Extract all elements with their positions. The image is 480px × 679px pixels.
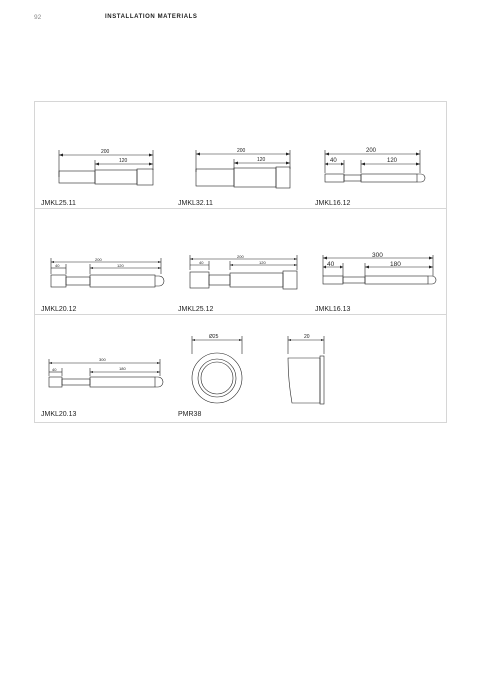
dim-label: 40 xyxy=(330,158,337,164)
dim-label: 120 xyxy=(259,260,266,265)
product-code: JMKL16.12 xyxy=(315,200,351,207)
dim-label: 40 xyxy=(327,261,335,268)
product-cell-pmr38 xyxy=(172,314,309,420)
dim-label: 300 xyxy=(99,357,106,362)
dim-label: 120 xyxy=(387,158,398,164)
product-code: JMKL25.12 xyxy=(178,306,214,313)
dim-label: 300 xyxy=(372,252,383,259)
dim-label: 40 xyxy=(52,367,57,372)
dim-label: 200 xyxy=(95,257,102,262)
dim-label: 120 xyxy=(257,157,266,163)
dim-label: 200 xyxy=(237,254,244,259)
dim-label: Ø25 xyxy=(209,334,219,340)
product-cell-jmkl32-11 xyxy=(172,102,309,208)
pmr38-drawing xyxy=(172,314,309,420)
product-cell-jmkl25-12 xyxy=(172,208,309,314)
jmkl25-12-drawing xyxy=(172,208,309,314)
product-code: JMKL20.13 xyxy=(41,411,77,418)
product-cell-jmkl20-12 xyxy=(35,208,172,314)
jmkl32-11-drawing xyxy=(172,102,309,208)
jmkl16-13-drawing xyxy=(309,208,446,314)
product-code: JMKL32.11 xyxy=(178,200,213,207)
dim-label: 40 xyxy=(199,260,204,265)
dim-label: 200 xyxy=(101,149,110,155)
product-cell-jmkl16-12 xyxy=(309,102,446,208)
products-table xyxy=(34,101,447,423)
jmkl16-12-drawing xyxy=(309,102,446,208)
dim-label: 180 xyxy=(119,366,126,371)
dim-label: 120 xyxy=(117,263,124,268)
dim-label: 180 xyxy=(390,261,401,268)
product-cell-jmkl16-13 xyxy=(309,208,446,314)
product-code: JMKL20.12 xyxy=(41,306,77,313)
section-title: INSTALLATION MATERIALS xyxy=(105,14,198,20)
jmkl20-12-drawing xyxy=(35,208,172,314)
product-code: JMKL25.11 xyxy=(41,200,76,207)
dim-label: 20 xyxy=(304,334,310,340)
product-code: JMKL16.13 xyxy=(315,306,351,313)
page-number: 92 xyxy=(34,14,42,21)
product-code: PMR38 xyxy=(178,411,202,418)
jmkl20-13-drawing xyxy=(35,314,172,420)
dim-label: 200 xyxy=(366,148,377,154)
dim-label: 120 xyxy=(119,158,128,164)
product-cell-jmkl20-13 xyxy=(35,314,172,420)
dim-label: 200 xyxy=(237,148,246,154)
product-cell-jmkl25-11 xyxy=(35,102,172,208)
dim-label: 40 xyxy=(55,263,60,268)
jmkl25-11-drawing xyxy=(35,102,172,208)
